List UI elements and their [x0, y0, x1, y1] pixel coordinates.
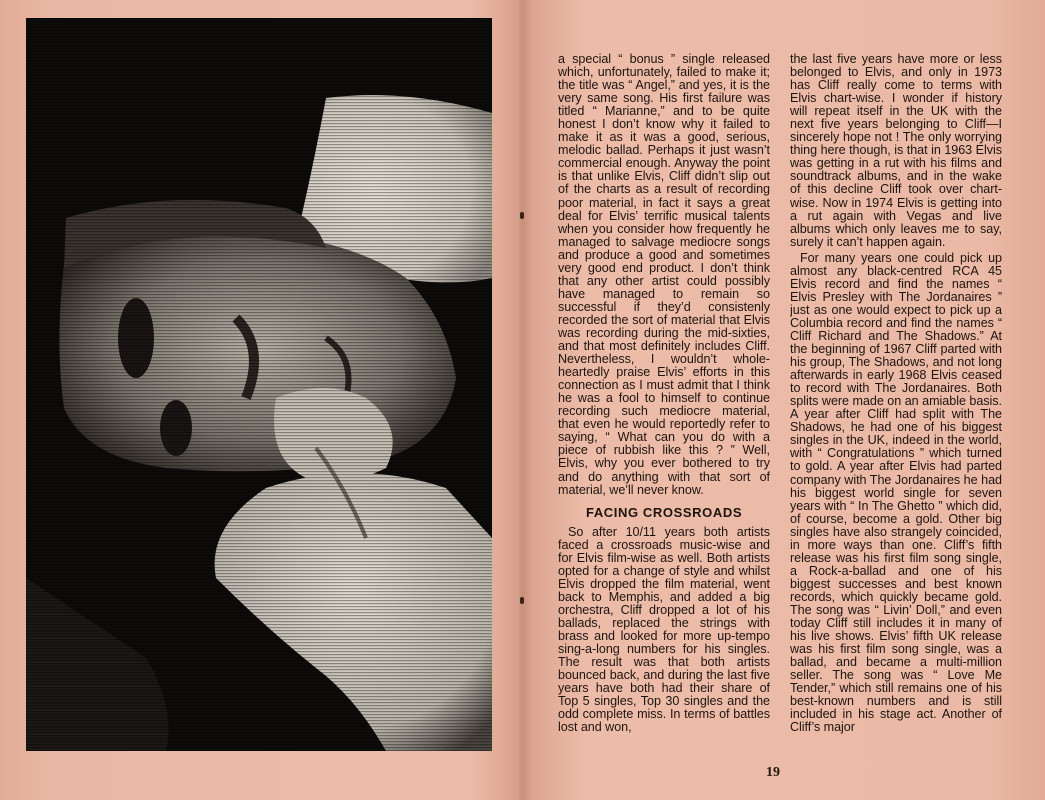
staple-mark [520, 597, 524, 604]
article-body [558, 53, 1004, 765]
section-heading: FACING CROSSROADS [586, 504, 743, 520]
article-paragraph: the last five years have more or less belonged to Elvis, and only in 1973 has Cliff really come to terms with Elvis chart-wise. I wonder if history will repeat itself in the UK with the next five years belonging to Cliff—I sincerely hope not ! The only worrying thing here though, is that in 1963 Elvis was getting in a rut with his films and soundtrack albums, and in the wake of this decline Cliff took over chart-wise. Now in 1974 Elvis is getting into a rut again with Vegas and live albums which only leaves me to say, surely it can’t happen again. [790, 53, 1002, 249]
article-column-1 [558, 53, 770, 765]
portrait-photo [26, 18, 492, 751]
article-paragraph: a special “ bonus ” single released which, unfortunately, failed to make it; the title was “ Angel,” and yes, it is the very same song. His first failure was titled “ Marianne,” and to be quite honest I don’t know why it failed to make it as it was a good, serious, melodic ballad. Perhaps it just wasn’t commercial enough. Anyway the point is that unlike Elvis, Cliff didn’t slip out of the charts as a result of recording poor material, in fact it says a great deal for Elvis’ terrific musical talents when you consider how frequently he managed to salvage mediocre songs and produce a good and sometimes very good end product. I don’t think that any other artist could possibly have managed to remain so successful if they’d consistenly recorded the sort of material that Elvis was recording during the mid-sixties, and that most definitely includes Cliff. Nevertheless, I wouldn’t wholeheartedly praise Elvis’ efforts in this connection as I must admit that I think he was a fool to himself to continue recording such mediocre material, that even he would reportedly refer to saying, “ What can you do with a piece of rubbish like this ? ” Well, Elvis, why you ever bothered to try and do anything with that sort of material, we’ll never know. [558, 53, 770, 497]
article-paragraph: For many years one could pick up almost any black-centred RCA 45 Elvis record and find the names “ Elvis Presley with The Jordanaires ” just as one would expect to pick up a Columbia record and find the names “ Cliff Richard and The Shadows.” At the beginning of 1967 Cliff parted with his group, The Shadows, and not long afterwards in early 1968 Elvis ceased to record with The Jordanaires. Both splits were made on an amiable basis. A year after Cliff had split with The Shadows, he had one of his biggest singles in the UK, indeed in the world, with “ Congratulations ” which turned to gold. A year after Elvis had parted company with The Jordanaires he had his biggest world single for seven years with “ In The Ghetto ” which did, of course, become a gold. Other big singles have also strangely coincided, in more ways than one. Cliff’s fifth release was his first film song single, a Rock-a-ballad and one of his biggest successes and best known records, which quickly became gold. The song was “ Livin’ Doll,” and even today Cliff still includes it in many of his live shows. Elvis’ fifth UK release was his first film song single, was a ballad, and became a multi-million seller. The song was “ Love Me Tender,” which still remains one of his best-known numbers and is still included in his stage act. Another of Cliff’s major [790, 250, 1002, 735]
article-paragraph: So after 10/11 years both artists faced a crossroads music-wise and for Elvis film-wise as well. Both artists opted for a change of style and whilst Elvis dropped the film material, went back to Memphis, and added a big orchestra, Cliff dropped a lot of his ballads, replaced the strings with brass and looked for more up-tempo sing-a-long numbers for his singles. The result was that both artists bounced back, and during the last five years have both had their share of Top 5 singles, Top 30 singles and the odd complete miss. In terms of battles lost and won, [558, 524, 770, 735]
staple-mark [520, 212, 524, 219]
article-column-2 [790, 53, 1002, 765]
page-number: 19 [766, 765, 780, 780]
halftone-portrait-photo-icon [26, 18, 492, 751]
